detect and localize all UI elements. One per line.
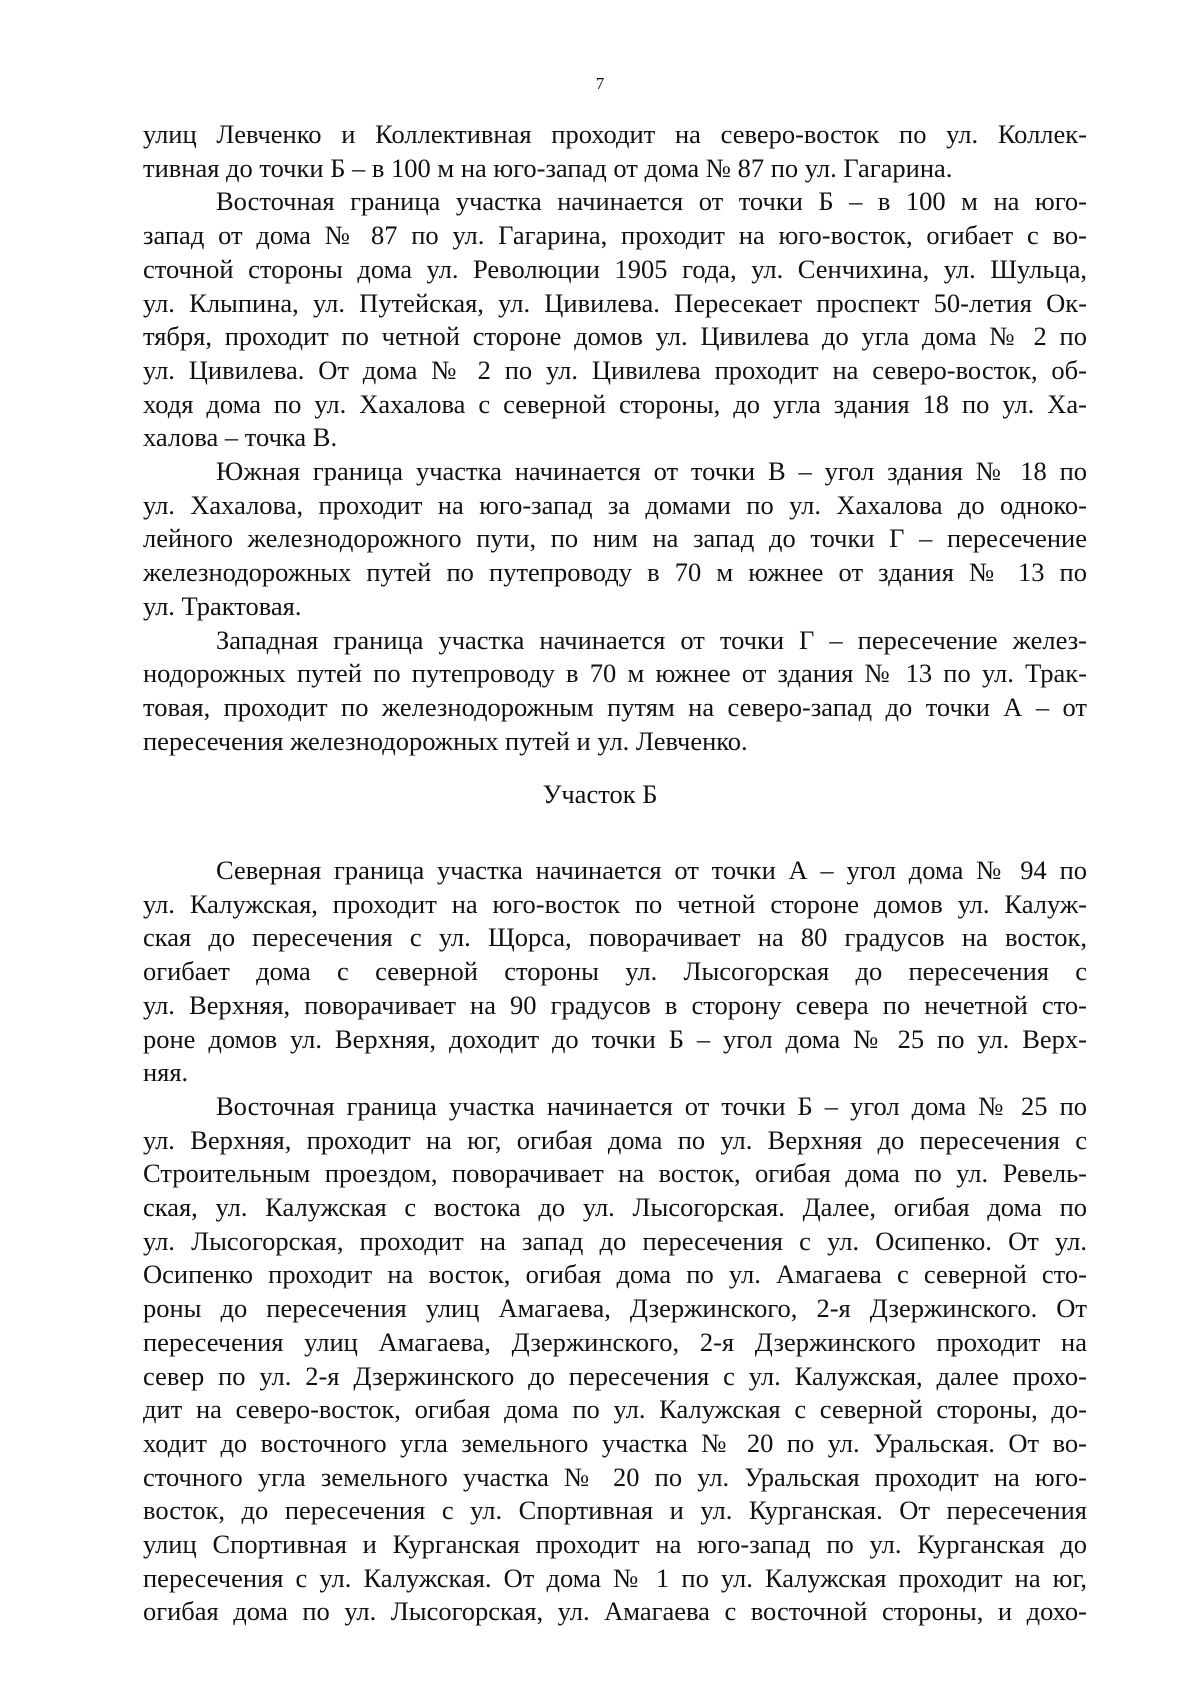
- text-line: пересечения с ул. Калужская. От дома № 1 по ул. Калужская проходит на юг,: [143, 1562, 1087, 1593]
- text-line: Восточная граница участка начинается от точки Б – угол дома № 25 по: [216, 1090, 1087, 1121]
- section-heading: Участок Б: [542, 779, 658, 809]
- text-line: ская до пересечения с ул. Щорса, поворачивает на 80 градусов на восток,: [143, 922, 1087, 953]
- text-line: Строительным проездом, поворачивает на восток, огибая дома по ул. Ревель-: [143, 1158, 1087, 1189]
- text-line: Южная граница участка начинается от точки В – угол здания № 18 по: [216, 456, 1087, 487]
- text-line: сточной стороны дома ул. Революции 1905 года, ул. Сенчихина, ул. Шульца,: [143, 253, 1087, 284]
- text-line: дит на северо-восток, огибая дома по ул. Калужская с северной стороны, до-: [143, 1394, 1087, 1425]
- text-line: огибает дома с северной стороны ул. Лысогорская до пересечения с: [143, 956, 1087, 987]
- text-line: север по ул. 2-я Дзержинского до пересечения с ул. Калужская, далее прохо-: [143, 1360, 1087, 1391]
- text-line: улиц Спортивная и Курганская проходит на юго-запад по ул. Курганская до: [143, 1529, 1087, 1560]
- section-a-text: [143, 118, 1087, 758]
- text-line: няя.: [143, 1057, 189, 1088]
- text-line: улиц Левченко и Коллективная проходит на северо-восток по ул. Коллек-: [143, 119, 1087, 149]
- text-line: ская, ул. Калужская с востока до ул. Лысогорская. Далее, огибая дома по: [143, 1192, 1087, 1223]
- text-line: сточного угла земельного участка № 20 по ул. Уральская проходит на юго-: [143, 1461, 1087, 1492]
- text-line: ул. Цивилева. От дома № 2 по ул. Цивилева проходит на северо-восток, об-: [143, 354, 1087, 385]
- page-number: 7: [595, 74, 605, 93]
- text-line: роны до пересечения улиц Амагаева, Дзержинского, 2-я Дзержинского. От: [143, 1293, 1087, 1324]
- text-line: пересечения улиц Амагаева, Дзержинского, 2-я Дзержинского проходит на: [143, 1326, 1087, 1357]
- text-line: восток, до пересечения с ул. Спортивная и ул. Курганская. От пересечения: [143, 1495, 1087, 1526]
- text-line: огибая дома по ул. Лысогорская, ул. Амагаева с восточной стороны, и дохо-: [143, 1596, 1087, 1627]
- text-line: нодорожных путей по путепроводу в 70 м южнее от здания № 13 по ул. Трак-: [143, 658, 1087, 689]
- text-line: запад от дома № 87 по ул. Гагарина, проходит на юго-восток, огибает с во-: [143, 220, 1087, 251]
- text-line: халова – точка В.: [143, 422, 338, 453]
- text-line: ул. Клыпина, ул. Путейская, ул. Цивилева. Пересекает проспект 50-летия Ок-: [143, 287, 1087, 318]
- paragraph-south-boundary: [143, 455, 1087, 624]
- text-line: ходя дома по ул. Хахалова с северной стороны, до угла здания 18 по ул. Ха-: [143, 388, 1087, 419]
- text-line: железнодорожных путей по путепроводу в 70 м южнее от здания № 13 по: [143, 557, 1087, 588]
- paragraph-north-boundary: [143, 854, 1087, 1090]
- text-line: Западная граница участка начинается от точки Г – пересечение желез-: [216, 624, 1087, 655]
- paragraph-east-boundary: [143, 1090, 1087, 1629]
- text-line: ул. Трактовая.: [143, 590, 302, 621]
- paragraph-east-boundary: [143, 185, 1087, 455]
- text-line: ул. Хахалова, проходит на юго-запад за домами по ул. Хахалова до одноко-: [143, 489, 1087, 520]
- text-line: Восточная граница участка начинается от точки Б – в 100 м на юго-: [216, 186, 1087, 217]
- text-line: пересечения железнодорожных путей и ул. Левченко.: [143, 725, 748, 756]
- text-line: ходит до восточного угла земельного участка № 20 по ул. Уральская. От во-: [143, 1427, 1087, 1458]
- text-line: ул. Лысогорская, проходит на запад до пересечения с ул. Осипенко. От ул.: [143, 1225, 1087, 1256]
- paragraph-west-boundary: [143, 624, 1087, 759]
- text-line: Северная граница участка начинается от точки А – угол дома № 94 по: [216, 855, 1087, 885]
- text-line: тивная до точки Б – в 100 м на юго-запад от дома № 87 по ул. Гагарина.: [143, 152, 953, 183]
- section-b-text: [143, 854, 1087, 1629]
- text-line: тября, проходит по четной стороне домов ул. Цивилева до угла дома № 2 по: [143, 321, 1087, 352]
- text-line: лейного железнодорожного пути, по ним на запад до точки Г – пересечение: [143, 523, 1087, 554]
- text-line: товая, проходит по железнодорожным путям на северо-запад до точки А – от: [143, 691, 1087, 722]
- text-line: ул. Верхняя, проходит на юг, огибая дома по ул. Верхняя до пересечения с: [143, 1124, 1087, 1155]
- text-line: ул. Калужская, проходит на юго-восток по четной стороне домов ул. Калуж-: [143, 888, 1087, 919]
- text-line: Осипенко проходит на восток, огибая дома по ул. Амагаева с северной сто-: [143, 1259, 1087, 1290]
- text-line: ул. Верхняя, поворачивает на 90 градусов в сторону севера по нечетной сто-: [143, 989, 1087, 1020]
- text-line: роне домов ул. Верхняя, доходит до точки Б – угол дома № 25 по ул. Верх-: [143, 1023, 1087, 1054]
- paragraph-north-boundary-continuation: [143, 118, 1087, 185]
